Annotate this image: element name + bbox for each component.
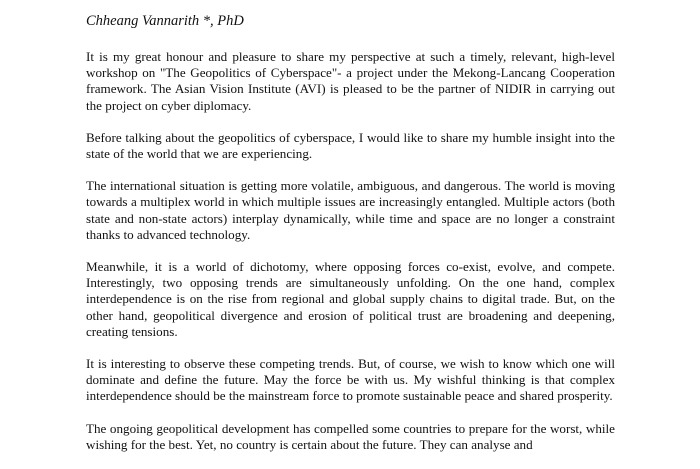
paragraph-3: The international situation is getting more volatile, ambiguous, and dangerous. The world is moving towards a multiplex world in which multiple issues are increasingly entangled. Multiple actors (both state and non-state actors) interplay dynamically, while time and space are no longer a constraint thanks to advanced technology. bbox=[86, 178, 615, 242]
paragraph-2: Before talking about the geopolitics of cyberspace, I would like to share my humble insight into the state of the world that we are experiencing. bbox=[86, 129, 615, 162]
document-page bbox=[86, 0, 615, 469]
paragraph-6: The ongoing geopolitical development has compelled some countries to prepare for the worst, while wishing for the best. Yet, no country is certain about the future. They can analyse and bbox=[86, 420, 615, 452]
author-line: Chheang Vannarith *, PhD bbox=[86, 13, 244, 29]
paragraph-1: It is my great honour and pleasure to share my perspective at such a timely, relevant, high-level workshop on "The Geopolitics of Cyberspace"- a project under the Mekong-Lancang Cooperation framework. The Asian Vision Institute (AVI) is pleased to be the partner of NIDIR in carrying out the project on cyber diplomacy. bbox=[86, 49, 615, 113]
paragraph-4: Meanwhile, it is a world of dichotomy, where opposing forces co-exist, evolve, and compete. Interestingly, two opposing trends are simultaneously unfolding. On the one hand, complex interdependence is on the rise from regional and global supply chains to digital trade. But, on the other hand, geopolitical divergence and erosion of political trust are broadening and deepening, creating tensions. bbox=[86, 259, 615, 339]
paragraph-5: It is interesting to observe these competing trends. But, of course, we wish to know which one will dominate and define the future. May the force be with us. My wishful thinking is that complex interdependence should be the mainstream force to promote sustainable peace and shared prosperity. bbox=[86, 356, 615, 404]
